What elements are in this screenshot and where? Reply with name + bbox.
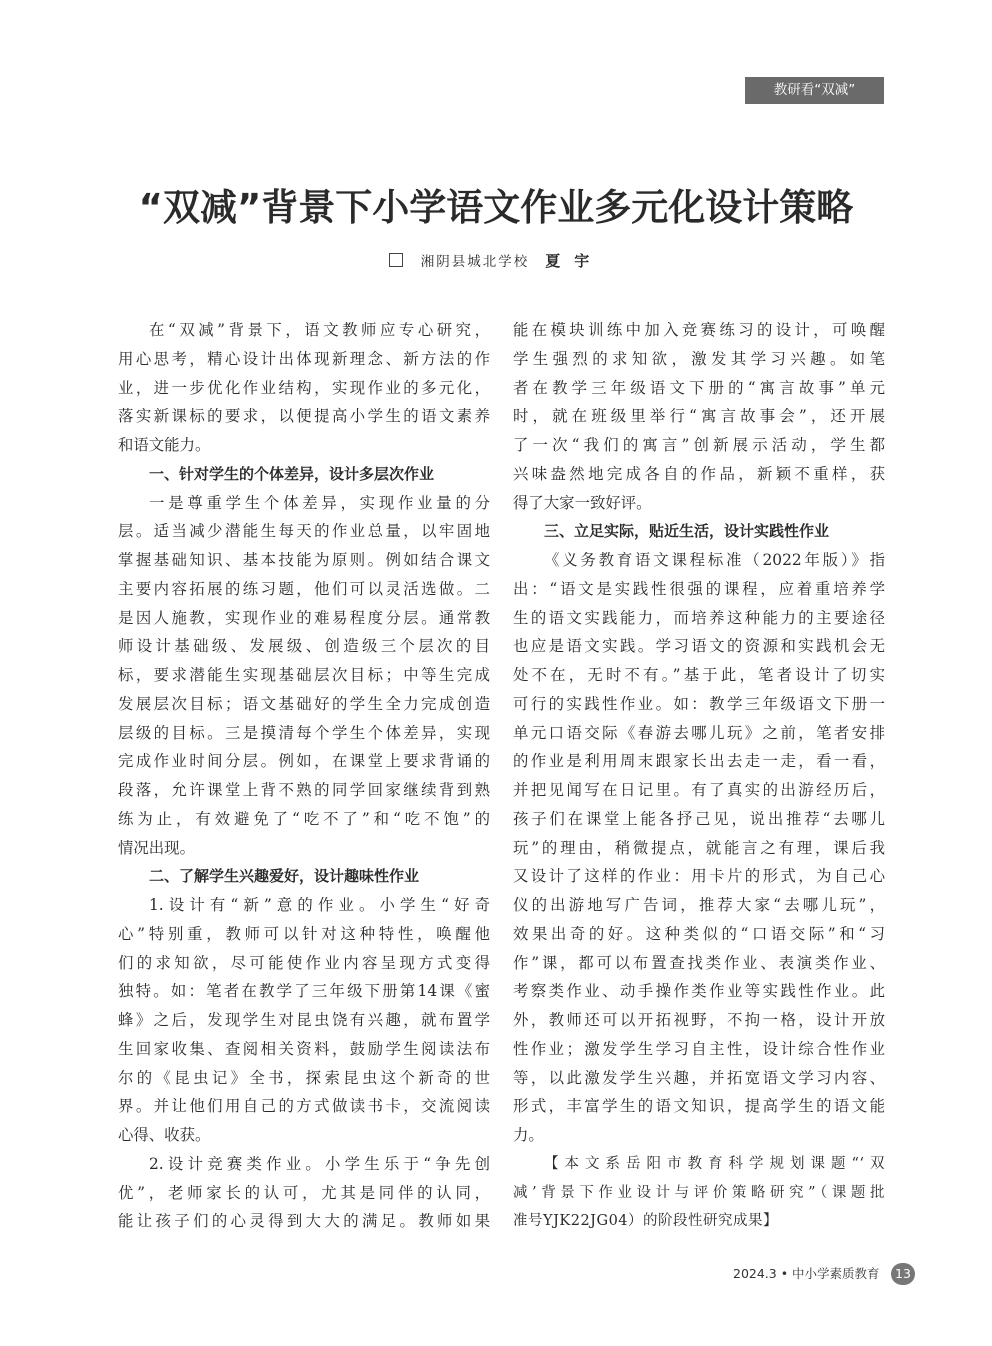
section-heading: 三、立足实际，贴近生活，设计实践性作业 (544, 522, 830, 541)
left-column (118, 316, 490, 1236)
text-line: 性作业；激发学生学习自主性，设计综合性作业 (513, 1039, 885, 1058)
text-line: 段落，允许课堂上背不熟的同学回家继续背到熟 (118, 781, 490, 799)
text-line: 们的求知欲，尽可能使作业内容呈现方式变得 (118, 953, 490, 972)
text-line: 得了大家一致好评。 (513, 493, 652, 512)
text-line: 处不在，无时不有。”基于此，笔者设计了切实 (513, 666, 885, 684)
text-line: 主要内容拓展的练习题，他们可以灵活选做。二 (118, 579, 490, 598)
text-line: 落实新课标的要求，以便提高小学生的语文素养 (118, 407, 490, 426)
author-school: 湘阴县城北学校 (420, 254, 530, 270)
text-line: 也应是语文实践。学习语文的资源和实践机会无 (513, 637, 885, 656)
text-line: 情况出现。 (118, 838, 195, 857)
text-line: 玩”的理由，稍微提点，就能言之有理，课后我 (513, 838, 885, 857)
text-line: 心得、收获。 (118, 1126, 211, 1144)
text-line: 外，教师还可以开拓视野，不拘一格，设计开放 (513, 1011, 885, 1029)
text-line: 师设计基础级、发展级、创造级三个层次的目 (118, 637, 490, 656)
text-line: 又设计了这样的作业：用卡片的形式，为自己心 (513, 867, 885, 886)
text-line: 一是尊重学生个体差异，实现作业量的分 (149, 493, 490, 512)
text-line: 兴味盎然地完成各自的作品，新颖不重样，获 (513, 464, 885, 483)
text-line: 是因人施教，实现作业的难易程度分层。通常教 (118, 608, 490, 627)
footer-issue: 2024.3 • 中小学素质教育 (733, 1266, 880, 1281)
text-line: 单元口语交际《春游去哪儿玩》之前，笔者安排 (513, 723, 885, 742)
text-line: 能在模块训练中加入竞赛练习的设计，可唤醒 (513, 321, 885, 339)
text-line: 并把见闻写在日记里。有了真实的出游经历后， (513, 781, 885, 799)
text-line: 《义务教育语文课程标准（2022年版）》指 (544, 551, 885, 569)
text-line: 优”，老师家长的认可，尤其是同伴的认同， (118, 1183, 490, 1202)
text-line: 准号YJK22JG04）的阶段性研究成果】 (513, 1213, 779, 1230)
text-line: 层级的目标。三是摸清每个学生个体差异，实现 (118, 723, 490, 742)
text-line: 界。并让他们用自己的方式做读书卡，交流阅读 (118, 1097, 490, 1116)
text-line: 2.设计竞赛类作业。小学生乐于“争先创 (149, 1154, 490, 1173)
article-title: “双减”背景下小学语文作业多元化设计策略 (138, 186, 854, 229)
right-column (513, 316, 885, 1236)
text-line: 可行的实践性作业。如：教学三年级语文下册一 (513, 694, 885, 713)
text-line: 标，要求潜能生实现基础层次目标；中等生完成 (118, 666, 490, 684)
text-line: 出：“语文是实践性很强的课程，应着重培养学 (513, 579, 885, 598)
text-line: 考察类作业、动手操作类作业等实践性作业。此 (513, 982, 885, 1001)
text-line: 1.设计有“新”意的作业。小学生“好奇 (149, 896, 490, 914)
text-line: 在“双减”背景下，语文教师应专心研究， (149, 321, 490, 339)
text-line: 掌握基础知识、基本技能为原则。例如结合课文 (118, 551, 490, 569)
text-line: 完成作业时间分层。例如，在课堂上要求背诵的 (118, 752, 490, 771)
text-line: 心”特别重，教师可以针对这种特性，唤醒他 (118, 924, 490, 943)
text-line: 尔的《昆虫记》全书，探索昆虫这个新奇的世 (118, 1068, 490, 1087)
section-heading: 二、了解学生兴趣爱好，设计趣味性作业 (149, 867, 420, 886)
text-line: 效果出奇的好。这种类似的“口语交际”和“习 (513, 924, 885, 943)
text-line: 者在教学三年级语文下册的“寓言故事”单元 (513, 378, 885, 397)
text-line: 和语文能力。 (118, 436, 211, 454)
text-line: 用心思考，精心设计出体现新理念、新方法的作 (118, 349, 490, 368)
byline (0, 250, 992, 273)
text-line: 学生强烈的求知欲，激发其学习兴趣。如笔 (513, 349, 885, 368)
text-line: 减’背景下作业设计与评价策略研究”（课题批 (513, 1184, 885, 1201)
text-line: 【本文系岳阳市教育科学规划课题“‘双 (544, 1155, 885, 1172)
text-line: 作”课，都可以布置查找类作业、表演类作业、 (513, 953, 885, 972)
text-line: 孩子们在课堂上能各抒己见，说出推荐“去哪儿 (513, 809, 885, 828)
text-line: 等，以此激发学生兴趣，并拓宽语文学习内容、 (513, 1068, 885, 1087)
text-line: 练为止，有效避免了“吃不了”和“吃不饱”的 (118, 809, 490, 828)
text-line: 发展层次目标；语文基础好的学生全力完成创造 (118, 694, 490, 713)
author-name: 夏宇 (545, 252, 604, 270)
text-line: 了一次“我们的寓言”创新展示活动，学生都 (513, 436, 885, 454)
page-number: 13 (891, 1263, 915, 1285)
text-line: 蜂》之后，发现学生对昆虫饶有兴趣，就布置学 (118, 1011, 490, 1029)
text-line: 形式，丰富学生的语文知识，提高学生的语文能 (513, 1097, 885, 1116)
section-tag: 教研看“双减” (745, 77, 884, 104)
text-line: 生回家收集、查阅相关资料，鼓励学生阅读法布 (118, 1039, 490, 1058)
text-line: 的作业是利用周末跟家长出去走一走，看一看， (513, 752, 885, 771)
text-line: 生的语文实践能力，而培养这种能力的主要途径 (513, 608, 885, 627)
text-line: 业，进一步优化作业结构，实现作业的多元化， (118, 378, 490, 397)
text-line: 时，就在班级里举行“寓言故事会”，还开展 (513, 407, 885, 426)
square-icon (389, 253, 403, 267)
section-heading: 一、针对学生的个体差异，设计多层次作业 (149, 464, 435, 483)
text-line: 力。 (513, 1126, 544, 1144)
text-line: 能让孩子们的心灵得到大大的满足。教师如果 (118, 1212, 490, 1231)
text-line: 层。适当减少潜能生每天的作业总量，以牢固地 (118, 522, 490, 541)
text-line: 独特。如：笔者在教学了三年级下册第14课《蜜 (118, 982, 490, 1001)
text-line: 仪的出游地写广告词，推荐大家“去哪儿玩”， (513, 896, 885, 914)
